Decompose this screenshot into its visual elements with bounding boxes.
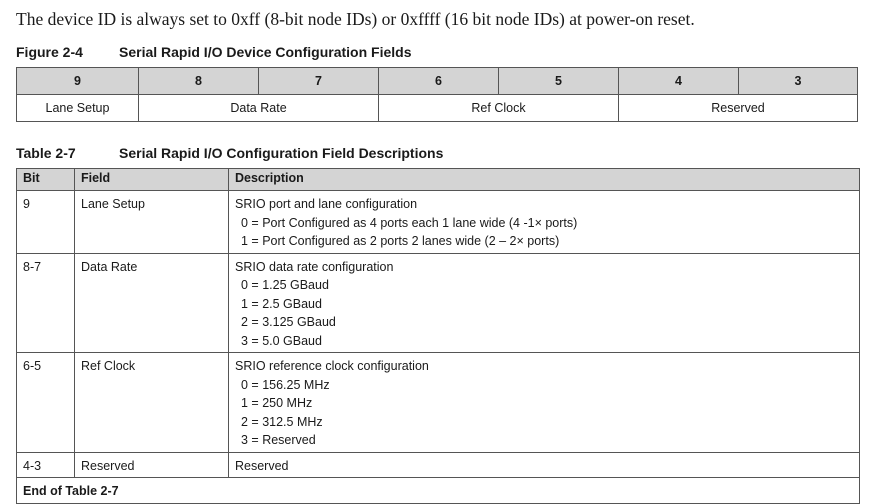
value-line: 1 = 250 MHz: [241, 396, 313, 410]
table-caption: [16, 145, 443, 161]
value-line: 3 = Reserved: [241, 433, 316, 447]
figure-caption: [16, 44, 412, 60]
row-field: Reserved: [75, 452, 229, 478]
value-line: 0 = 1.25 GBaud: [241, 278, 329, 292]
field-cell-reserved: Reserved: [619, 95, 858, 122]
row-field: Ref Clock: [75, 353, 229, 453]
intro-paragraph: The device ID is always set to 0xff (8-bit node IDs) or 0xffff (16 bit node IDs) at power-on reset.: [16, 9, 695, 29]
value-line: 0 = Port Configured as 4 ports each 1 lane wide (4 -1× ports): [241, 215, 578, 230]
bit-cell: 6: [379, 68, 499, 95]
figure-number: Figure 2-4: [16, 44, 83, 60]
table-number: Table 2-7: [16, 145, 76, 161]
bit-cell: 3: [739, 68, 858, 95]
bit-cell: 4: [619, 68, 739, 95]
value-line: 2 = 3.125 GBaud: [241, 315, 336, 329]
bit-cell: 7: [259, 68, 379, 95]
table-header-row: [17, 169, 860, 191]
table-row: [17, 253, 860, 353]
bit-cell: 8: [139, 68, 259, 95]
row-description: SRIO port and lane configuration: [235, 197, 418, 211]
table-end-row: [17, 478, 860, 504]
field-cell-data-rate: Data Rate: [139, 95, 379, 122]
figure-title: Serial Rapid I/O Device Configuration Fields: [119, 44, 412, 60]
field-cell-lane-setup: Lane Setup: [17, 95, 139, 122]
row-description: Reserved: [235, 458, 289, 473]
header-description: Description: [229, 169, 860, 191]
config-fields-figure: [16, 67, 858, 122]
table-row: [17, 452, 860, 478]
field-cell-ref-clock: Ref Clock: [379, 95, 619, 122]
row-bit: 4-3: [17, 452, 75, 478]
row-description-cell: [229, 353, 860, 453]
bit-number-row: [17, 68, 858, 95]
header-bit: Bit: [17, 169, 75, 191]
value-line: 2 = 312.5 MHz: [241, 414, 323, 429]
table-row: [17, 353, 860, 453]
row-description: SRIO data rate configuration: [235, 259, 394, 274]
value-line: 3 = 5.0 GBaud: [241, 333, 322, 348]
row-description-cell: [229, 191, 860, 254]
row-bit: 9: [17, 191, 75, 254]
row-description: SRIO reference clock configuration: [235, 359, 429, 373]
row-bit: 8-7: [17, 253, 75, 353]
value-line: 0 = 156.25 MHz: [241, 377, 330, 392]
table-title: Serial Rapid I/O Configuration Field Descriptions: [119, 145, 444, 161]
row-description-cell: [229, 452, 860, 478]
row-field: Data Rate: [75, 253, 229, 353]
row-field: Lane Setup: [75, 191, 229, 254]
table-row: [17, 191, 860, 254]
row-bit: 6-5: [17, 353, 75, 453]
value-line: 1 = 2.5 GBaud: [241, 296, 322, 311]
field-name-row: [17, 95, 858, 122]
bit-cell: 5: [499, 68, 619, 95]
table-end-label: End of Table 2-7: [17, 478, 860, 504]
header-field: Field: [75, 169, 229, 191]
row-description-cell: [229, 253, 860, 353]
field-descriptions-table: [16, 168, 860, 504]
bit-cell: 9: [17, 68, 139, 95]
value-line: 1 = Port Configured as 2 ports 2 lanes wide (2 – 2× ports): [241, 234, 560, 248]
